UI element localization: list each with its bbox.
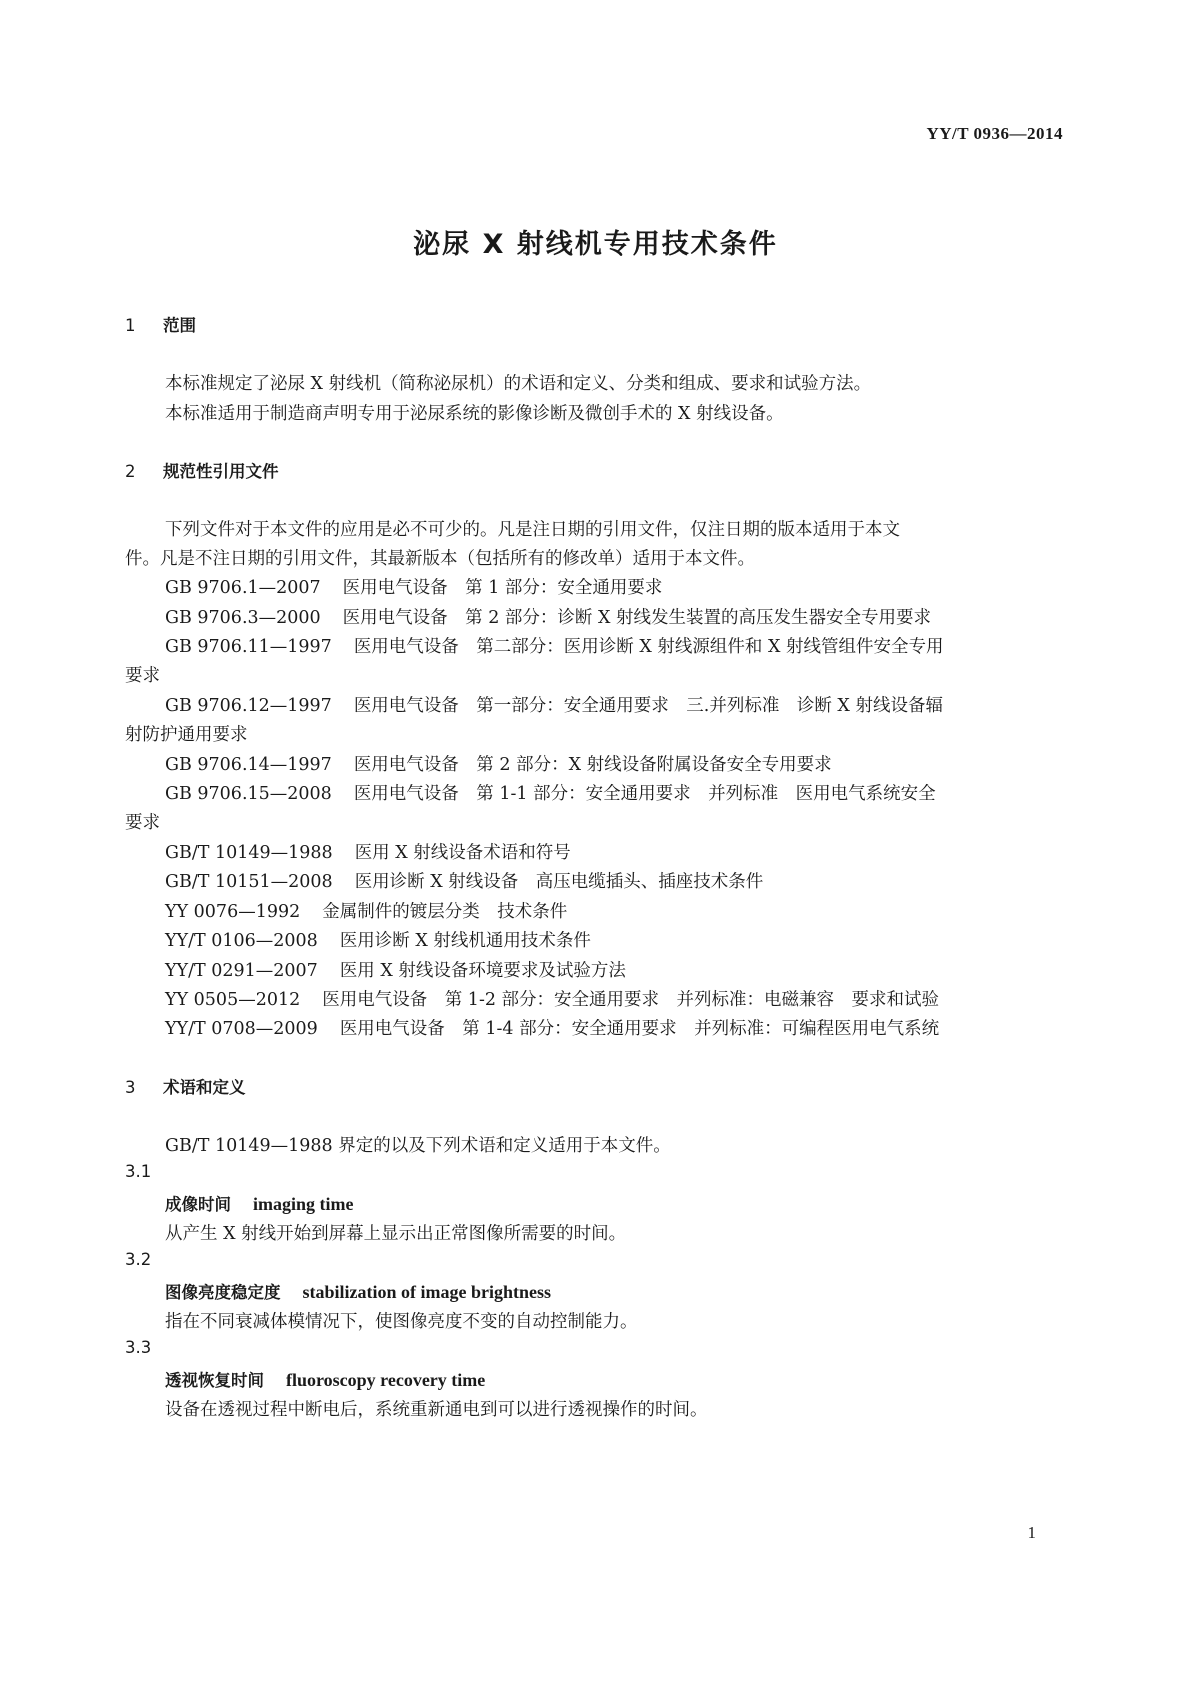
term-number: 3.3 <box>125 1338 152 1357</box>
reference-item <box>165 957 626 982</box>
term-definition: 设备在透视过程中断电后，系统重新通电到可以进行透视操作的时间。 <box>165 1400 708 1420</box>
reference-code: GB/T 10151—2008 <box>165 872 333 892</box>
reference-code: GB 9706.14—1997 <box>165 755 332 775</box>
document-title: 泌尿 X 射线机专用技术条件 <box>413 229 778 260</box>
term-chinese: 图像亮度稳定度 <box>165 1283 281 1302</box>
term-english: stabilization of image brightness <box>302 1282 552 1302</box>
reference-item <box>165 986 939 1011</box>
reference-continuation: 要求 <box>125 813 160 833</box>
paragraph: 下列文件对于本文件的应用是必不可少的。凡是注日期的引用文件，仅注日期的版本适用于本文 <box>165 520 900 540</box>
reference-item <box>165 868 763 893</box>
term-chinese: 成像时间 <box>165 1195 231 1214</box>
reference-title: 医用 X 射线设备环境要求及试验方法 <box>339 961 626 981</box>
reference-continuation: 要求 <box>125 666 160 686</box>
reference-item <box>165 692 943 717</box>
section-number: 2 <box>125 462 136 481</box>
reference-code: YY 0505—2012 <box>165 990 301 1010</box>
reference-title: 医用电气设备 第一部分：安全通用要求 三.并列标准 诊断 X 射线设备辐 <box>353 696 943 716</box>
reference-code: YY 0076—1992 <box>165 902 301 922</box>
term-definition: 从产生 X 射线开始到屏幕上显示出正常图像所需要的时间。 <box>165 1224 627 1244</box>
reference-title: 医用电气设备 第 1 部分：安全通用要求 <box>342 578 663 598</box>
section-title: 术语和定义 <box>163 1078 246 1097</box>
section-title: 范围 <box>163 316 196 335</box>
reference-code: GB/T 10149—1988 <box>165 843 333 863</box>
reference-item <box>165 604 931 629</box>
reference-continuation: 射防护通用要求 <box>125 725 248 745</box>
section-2-heading <box>125 458 279 482</box>
paragraph: GB/T 10149—1988 界定的以及下列术语和定义适用于本文件。 <box>165 1136 671 1156</box>
reference-item <box>165 839 571 864</box>
reference-code: YY/T 0106—2008 <box>165 931 318 951</box>
paragraph: 本标准适用于制造商声明专用于泌尿系统的影像诊断及微创手术的 X 射线设备。 <box>165 404 784 424</box>
reference-code: GB 9706.12—1997 <box>165 696 332 716</box>
standard-code: YY/T 0936—2014 <box>926 124 1063 143</box>
reference-title: 医用诊断 X 射线机通用技术条件 <box>339 931 591 951</box>
term-heading <box>165 1367 485 1391</box>
reference-code: GB 9706.11—1997 <box>165 637 332 657</box>
reference-code: YY/T 0291—2007 <box>165 961 318 981</box>
paragraph: 件。凡是不注日期的引用文件，其最新版本（包括所有的修改单）适用于本文件。 <box>125 549 755 569</box>
reference-title: 医用电气设备 第 1-2 部分：安全通用要求 并列标准：电磁兼容 要求和试验 <box>322 990 940 1010</box>
reference-code: GB 9706.15—2008 <box>165 784 332 804</box>
term-english: fluoroscopy recovery time <box>286 1370 486 1390</box>
paragraph: 本标准规定了泌尿 X 射线机（简称泌尿机）的术语和定义、分类和组成、要求和试验方法。 <box>165 374 872 394</box>
term-heading <box>165 1279 551 1303</box>
reference-code: GB 9706.1—2007 <box>165 578 321 598</box>
term-definition: 指在不同衰减体模情况下，使图像亮度不变的自动控制能力。 <box>165 1312 638 1332</box>
term-number: 3.1 <box>125 1162 152 1181</box>
page-number: 1 <box>1027 1523 1036 1542</box>
reference-title: 医用电气设备 第 1-1 部分：安全通用要求 并列标准 医用电气系统安全 <box>353 784 936 804</box>
reference-title: 医用 X 射线设备术语和符号 <box>354 843 571 863</box>
reference-item <box>165 751 832 776</box>
term-chinese: 透视恢复时间 <box>165 1371 264 1390</box>
reference-title: 医用电气设备 第 2 部分：诊断 X 射线发生装置的高压发生器安全专用要求 <box>342 608 932 628</box>
term-number: 3.2 <box>125 1250 152 1269</box>
reference-item <box>165 927 591 952</box>
reference-code: GB 9706.3—2000 <box>165 608 321 628</box>
section-number: 3 <box>125 1078 136 1097</box>
reference-item <box>165 1015 939 1040</box>
reference-item <box>165 574 662 599</box>
section-title: 规范性引用文件 <box>163 462 279 481</box>
reference-title: 医用电气设备 第 1-4 部分：安全通用要求 并列标准：可编程医用电气系统 <box>339 1019 940 1039</box>
reference-item <box>165 633 943 658</box>
term-heading <box>165 1191 354 1215</box>
reference-title: 医用诊断 X 射线设备 高压电缆插头、插座技术条件 <box>354 872 764 892</box>
reference-code: YY/T 0708—2009 <box>165 1019 318 1039</box>
section-3-heading <box>125 1074 246 1098</box>
term-english: imaging time <box>253 1194 354 1214</box>
section-number: 1 <box>125 316 136 335</box>
reference-item <box>165 898 567 923</box>
reference-title: 医用电气设备 第 2 部分：X 射线设备附属设备安全专用要求 <box>353 755 832 775</box>
reference-title: 金属制件的镀层分类 技术条件 <box>322 902 568 922</box>
section-1-heading <box>125 312 196 336</box>
reference-title: 医用电气设备 第二部分：医用诊断 X 射线源组件和 X 射线管组件安全专用 <box>353 637 944 657</box>
reference-item <box>165 780 936 805</box>
